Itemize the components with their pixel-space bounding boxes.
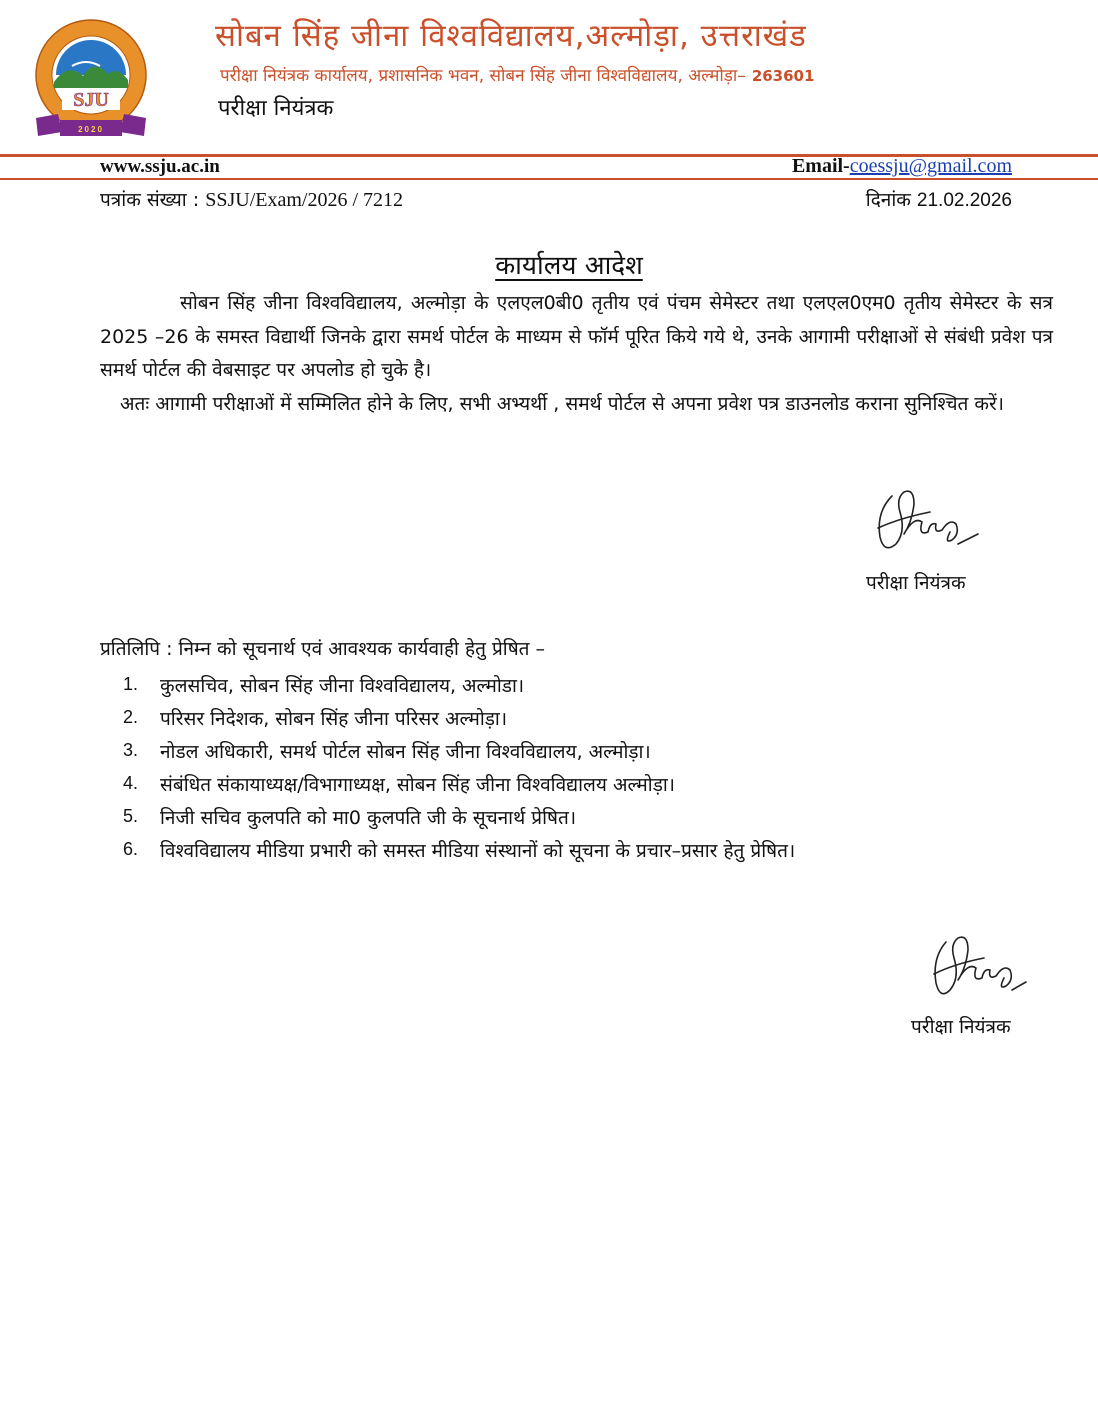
website-link[interactable]: www.ssju.ac.in [100,156,220,177]
list-item [123,701,795,734]
list-item-text: विश्वविद्यालय मीडिया प्रभारी को समस्त मीडिया संस्थानों को सूचना के प्रचार–प्रसार हेतु प्रेषित। [160,839,796,862]
reference-number [100,186,403,212]
list-item-text: निजी सचिव कुलपति को मा0 कुलपति जी के सूचनार्थ प्रेषित। [160,806,577,829]
list-item-text: कुलसचिव, सोबन सिंह जीना विश्वविद्यालय, अल्मोडा। [160,674,525,697]
document-date [866,186,1012,212]
header-divider-bottom [0,178,1098,180]
handwritten-signature-icon [926,928,1034,1008]
list-item-text: परिसर निदेशक, सोबन सिंह जीना परिसर अल्मोड़ा। [160,707,508,730]
date-value: 21.02.2026 [916,190,1012,211]
list-item [123,833,795,866]
order-paragraph-1: सोबन सिंह जीना विश्वविद्यालय, अल्मोड़ा के एलएल0बी0 तृतीय एवं पंचम सेमेस्टर तथा एलएल0एम0 तृतीय सेमेस्टर के सत्र 2025 –26 के समस्त विद्यार्थी जिनके द्वारा समर्थ पोर्टल के माध्यम से फॉर्म पूरित किये गये थे, उनके आगामी परीक्षाओं से संबंधी प्रवेश पत्र समर्थ पोर्टल की वेबसाइट पर अपलोड हो चुके है। [100,292,1053,381]
order-body [100,287,1053,421]
copy-to-list [123,668,795,866]
list-item-text: संबंधित संकायाध्यक्ष/विभागाध्यक्ष, सोबन सिंह जीना विश्वविद्यालय अल्मोड़ा। [160,773,675,796]
svg-text:SJU: SJU [73,89,109,111]
department-name: परीक्षा नियंत्रक [218,96,334,121]
svg-text:2020: 2020 [78,125,104,134]
email-link[interactable]: coessju@gmail.com [849,155,1012,177]
order-title [0,246,1098,282]
copy-to-intro: प्रतिलिपि : निम्न को सूचनार्थ एवं आवश्यक कार्यवाही हेतु प्रेषित – [100,638,546,660]
signatory-designation-2: परीक्षा नियंत्रक [911,1016,1011,1038]
list-item-text: नोडल अधिकारी, समर्थ पोर्टल सोबन सिंह जीना विश्वविद्यालय, अल्मोड़ा। [160,740,651,763]
signature-1 [870,482,988,562]
list-item-number: 3. [123,740,139,760]
office-address-text: परीक्षा नियंत्रक कार्यालय, प्रशासनिक भवन, सोबन सिंह जीना विश्वविद्यालय, अल्मोड़ा– [220,66,746,86]
reference-value: SSJU/Exam/2026 / 7212 [205,189,404,211]
list-item-number: 1. [123,674,139,694]
date-label: दिनांक [865,189,911,211]
handwritten-signature-icon [870,482,988,562]
order-title-text: कार्यालय आदेश [495,251,643,281]
list-item-number: 5. [123,806,139,826]
list-item [123,800,795,833]
list-item [123,734,795,767]
list-item [123,767,795,800]
email-contact [792,155,1012,178]
list-item-number: 4. [123,773,139,793]
university-seal-icon [28,18,158,140]
email-label: Email- [791,155,850,177]
order-paragraph-2: अतः आगामी परीक्षाओं में सम्मिलित होने के लिए, सभी अभ्यर्थी , समर्थ पोर्टल से अपना प्रवेश पत्र डाउनलोड कराना सुनिश्चित करें। [120,392,1004,415]
signature-2 [926,928,1034,1008]
list-item-number: 2. [123,707,139,727]
list-item [123,668,795,701]
university-name: सोबन सिंह जीना विश्वविद्यालय,अल्मोड़ा, उत्तराखंड [215,18,807,54]
reference-label: पत्रांक संख्या : [100,189,200,211]
list-item-number: 6. [123,839,139,859]
office-address [220,63,814,86]
pincode: 263601 [751,67,815,85]
signatory-designation-1: परीक्षा नियंत्रक [866,572,966,594]
university-logo [28,18,158,140]
